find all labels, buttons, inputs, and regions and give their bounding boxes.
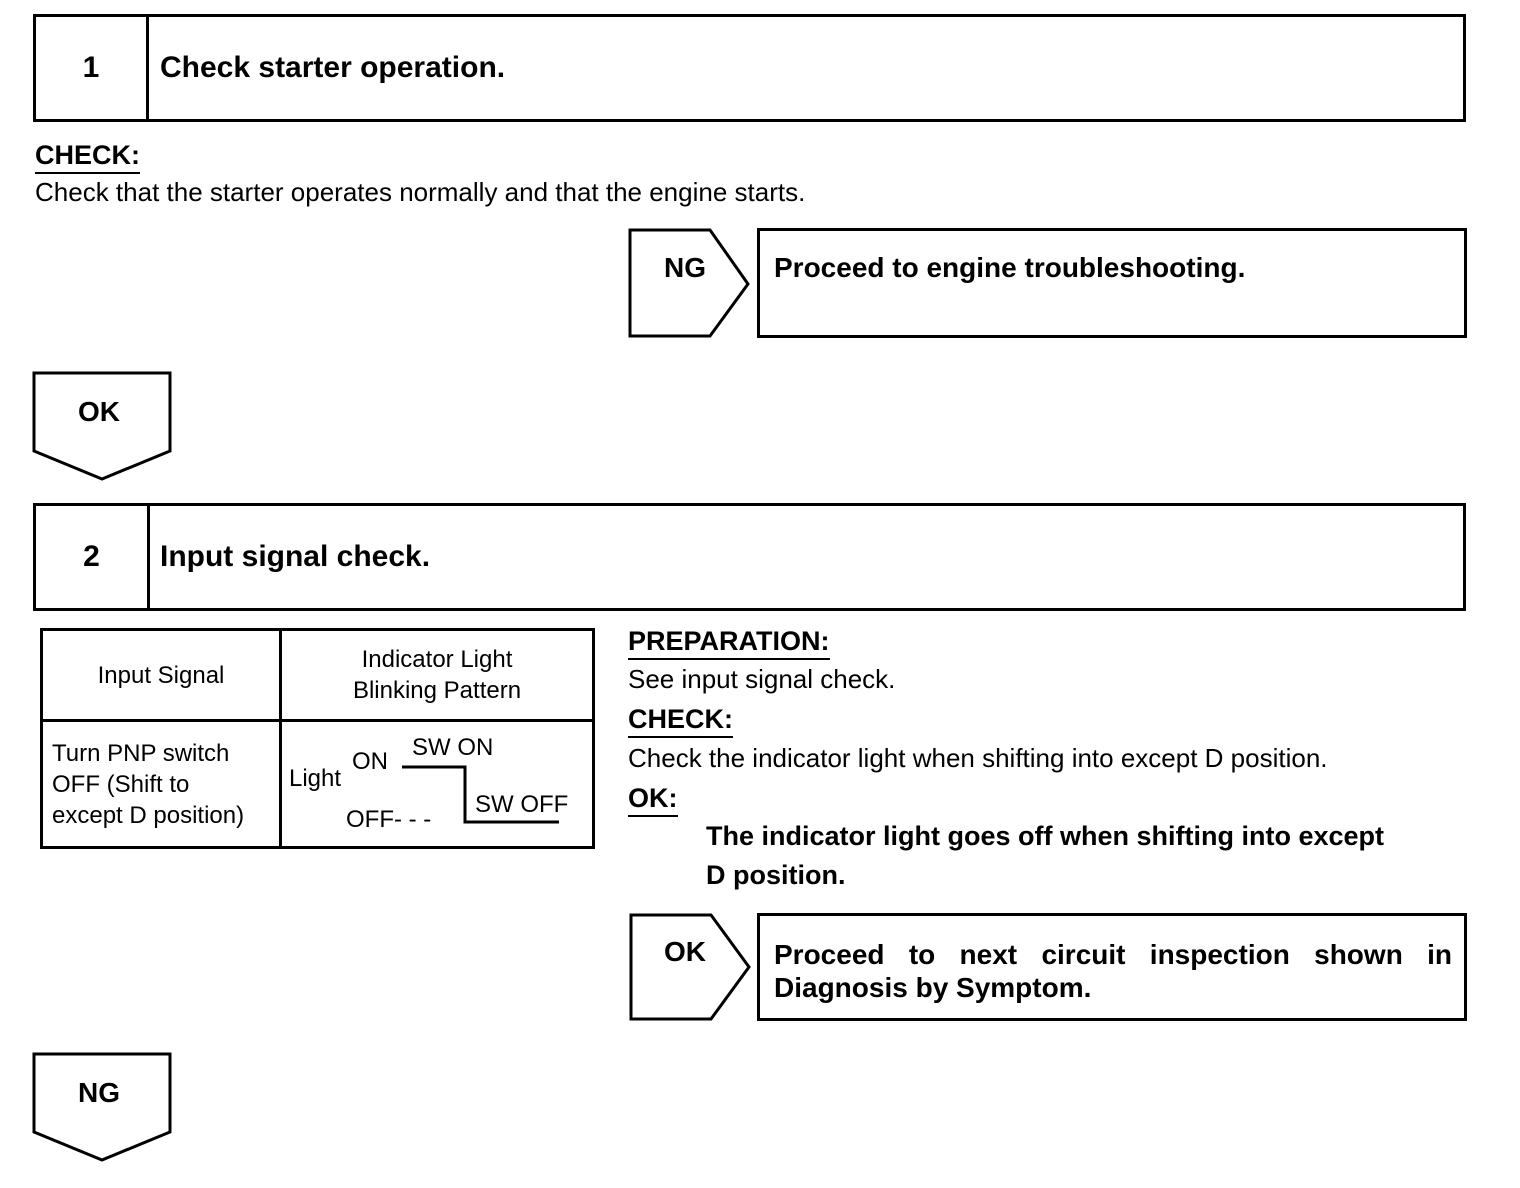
signal-line2: OFF (Shift to (52, 770, 190, 798)
header-indicator-line1: Indicator Light (361, 646, 513, 673)
signal-line1: Turn PNP switch (52, 739, 230, 767)
step-1-check-heading: CHECK: (35, 140, 140, 174)
signal-line3: except D position) (52, 801, 245, 829)
step-1-ng-result: Proceed to engine troubleshooting. (757, 228, 1467, 338)
diagram-light-label: Light (289, 765, 342, 792)
step-2-ok-text-line1: The indicator light goes off when shifting into except (706, 821, 1385, 851)
table-header-indicator (281, 630, 594, 721)
diagram-off-label: OFF- - - (346, 806, 432, 833)
step-1-ng-label: NG (664, 252, 706, 283)
step-1-number: 1 (36, 17, 149, 119)
step-1-header (33, 14, 1466, 122)
step-2-ok-arrow-shape (629, 913, 754, 1023)
header-indicator-line2: Blinking Pattern (352, 677, 522, 704)
diagram-on-label: ON (352, 748, 388, 775)
step-2-header (33, 503, 1466, 611)
step-1-ng-arrow-shape (628, 228, 753, 340)
diagram-sw-on-label: SW ON (412, 734, 494, 761)
step-2-title: Input signal check. (160, 540, 431, 573)
diagram-sw-off-label: SW OFF (475, 791, 569, 818)
step-2-ok-label: OK (664, 936, 706, 967)
table-header-input-signal (42, 630, 281, 721)
step-2-ok-text-line2: D position. (706, 860, 846, 890)
step-2-number: 2 (36, 506, 150, 608)
header-input-signal-text: Input Signal (97, 661, 225, 689)
step-2-check-heading: CHECK: (628, 704, 733, 738)
diagram-signal-waveform (395, 760, 565, 830)
step-2-ok-result: Proceed to next circuit inspection shown in Diagnosis by Symptom. (757, 913, 1467, 1021)
step-2-check-text: Check the indicator light when shifting into except D position. (628, 743, 1328, 773)
step-2-preparation-text: See input signal check. (628, 664, 896, 694)
step-1-check-text: Check that the starter operates normally and that the engine starts. (35, 177, 806, 207)
step-1-title: Check starter operation. (160, 51, 506, 84)
step-2-ok-heading: OK: (628, 783, 678, 817)
table-cell-signal (42, 721, 281, 848)
step-2-ng-label: NG (78, 1077, 120, 1108)
step-2-preparation-heading: PREPARATION: (628, 626, 830, 660)
step-1-ok-label: OK (78, 396, 120, 427)
